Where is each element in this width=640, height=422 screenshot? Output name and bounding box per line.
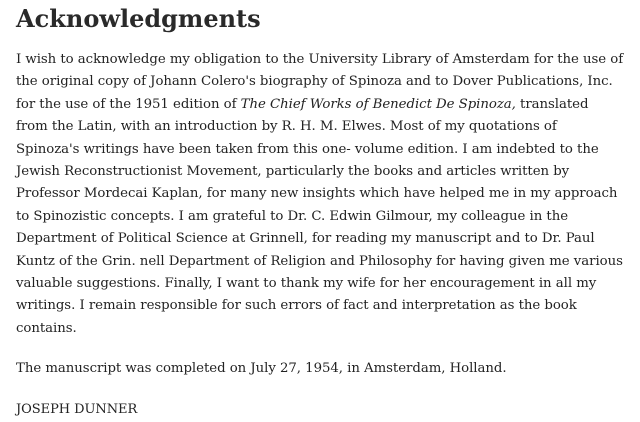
acknowledgment-paragraph	[16, 49, 624, 340]
completion-note: The manuscript was completed on July 27, 1954, in Amsterdam, Holland.	[16, 361, 507, 377]
paragraph-text-start: I wish to acknowledge my obligation to the University Library of Amsterdam for the use of the original copy of Johann Colero's biography of Spinoza and to Dover Publications, Inc. for the use of the 1951 edition of	[16, 52, 624, 112]
book-title: The Chief Works of Benedict De Spinoza,	[240, 96, 516, 112]
author-signature: JOSEPH DUNNER	[16, 401, 138, 417]
page-title: Acknowledgments	[16, 4, 261, 33]
paragraph-text-end: translated from the Latin, with an introduction by R. H. M. Elwes. Most of my quotations of Spinoza's writings have been taken from this one- volume edition. I am indebted to the Jewish Reconstructionist Movement, particularly the books and articles written by Professor Mordecai Kaplan, for many new insights which have helped me in my approach to Spinozistic concepts. I am grateful to Dr. C. Edwin Gilmour, my colleague in the Department of Political Science at Grinnell, for reading my manuscript and to Dr. Paul Kuntz of the Grin. nell Department of Religion and Philosophy for having given me various valuable suggestions. Finally, I want to thank my wife for her encouragement in all my writings. I remain responsible for such errors of fact and interpretation as the book contains.	[16, 96, 623, 336]
